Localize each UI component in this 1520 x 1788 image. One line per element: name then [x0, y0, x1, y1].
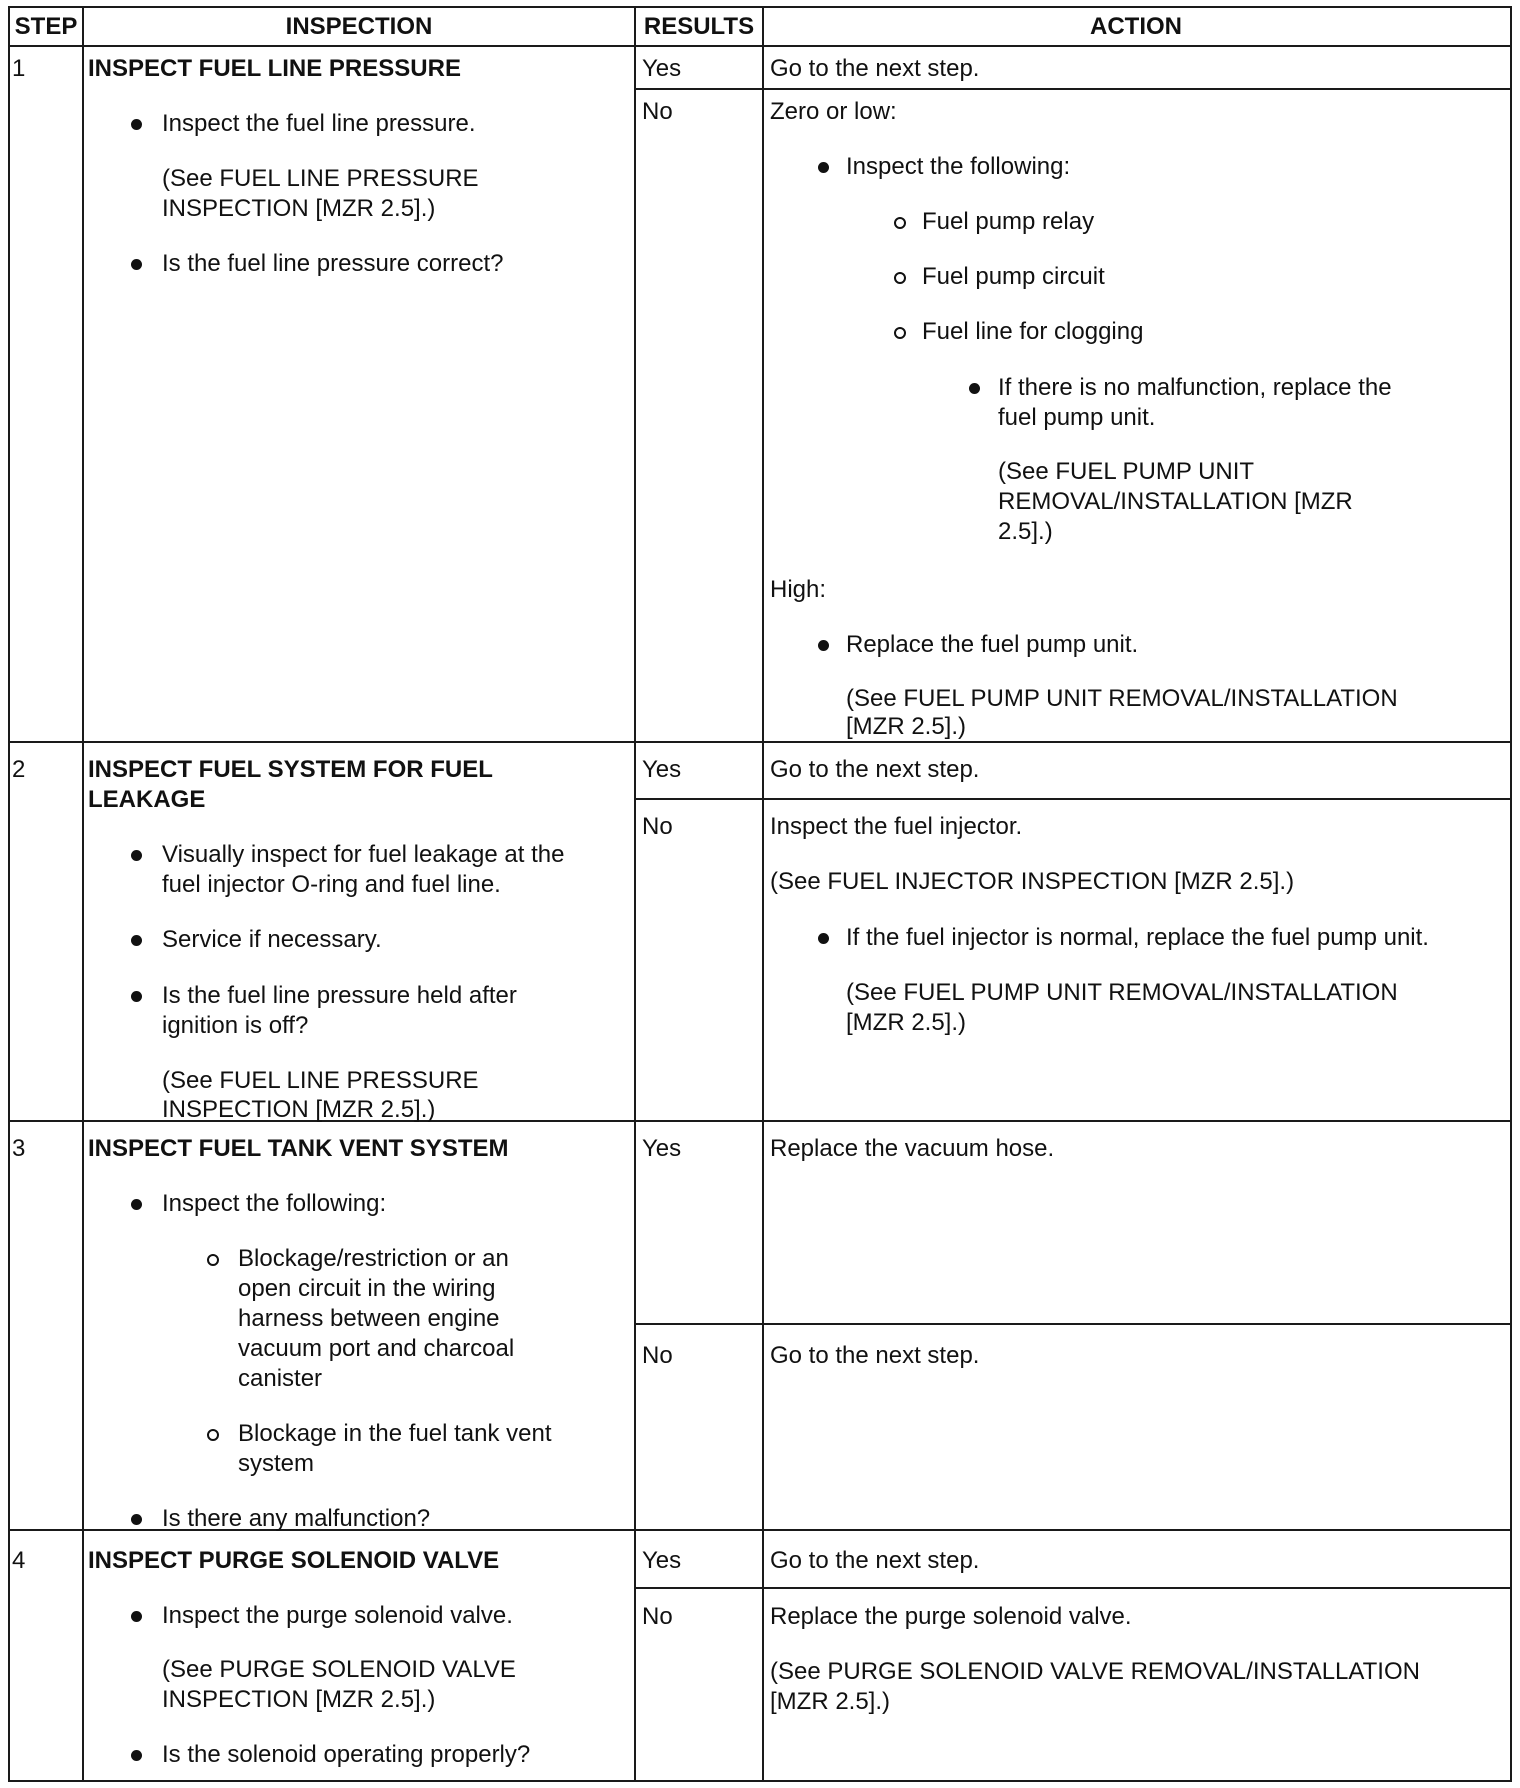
action-text: Go to the next step. [770, 55, 980, 82]
inspection-reference: (See FUEL LINE PRESSURE [162, 165, 479, 192]
bullet-icon [131, 850, 142, 861]
step-title: INSPECT PURGE SOLENOID VALVE [88, 1547, 500, 1574]
inspection-reference: INSPECTION [MZR 2.5].) [162, 195, 436, 222]
circle-bullet-icon [894, 217, 906, 229]
inspection-item: Visually inspect for fuel leakage at the [162, 841, 565, 868]
step-title: INSPECT FUEL SYSTEM FOR FUEL [88, 756, 493, 783]
inspection-question: Is the fuel line pressure correct? [162, 250, 504, 277]
action-text: Fuel line for clogging [922, 318, 1144, 345]
action-text: [MZR 2.5].) [846, 1009, 967, 1036]
action-text: Go to the next step. [770, 1547, 980, 1574]
inspection-reference: INSPECTION [MZR 2.5].) [162, 1096, 436, 1123]
step-number: 4 [12, 1547, 26, 1574]
inspection-item: harness between engine [238, 1305, 500, 1332]
circle-bullet-icon [207, 1429, 219, 1441]
action-text: Go to the next step. [770, 1342, 980, 1369]
inspection-reference: (See FUEL LINE PRESSURE [162, 1067, 479, 1094]
inspection-item: Inspect the purge solenoid valve. [162, 1602, 513, 1629]
action-text: Fuel pump circuit [922, 263, 1105, 290]
inspection-item: vacuum port and charcoal [238, 1335, 515, 1362]
result-yes: Yes [642, 1547, 682, 1574]
action-text: Zero or low: [770, 98, 897, 125]
row-divider [8, 45, 1510, 47]
inspection-reference: INSPECTION [MZR 2.5].) [162, 1686, 436, 1713]
column-divider [762, 6, 764, 1780]
action-text: REMOVAL/INSTALLATION [MZR [998, 488, 1353, 515]
action-text: Replace the vacuum hose. [770, 1135, 1055, 1162]
action-text: Replace the purge solenoid valve. [770, 1603, 1132, 1630]
bullet-icon [818, 933, 829, 944]
bullet-icon [131, 1514, 142, 1525]
action-text: 2.5].) [998, 518, 1053, 545]
action-text: Fuel pump relay [922, 208, 1095, 235]
step-title: LEAKAGE [88, 786, 206, 813]
action-text: Inspect the fuel injector. [770, 813, 1023, 840]
header-action: ACTION [1090, 13, 1182, 40]
action-text: (See FUEL PUMP UNIT REMOVAL/INSTALLATION [846, 979, 1398, 1006]
inspection-question: ignition is off? [162, 1012, 309, 1039]
result-yes: Yes [642, 1135, 682, 1162]
step-number: 1 [12, 55, 26, 82]
bullet-icon [818, 162, 829, 173]
bullet-icon [969, 383, 980, 394]
action-text: (See FUEL PUMP UNIT REMOVAL/INSTALLATION [846, 685, 1398, 712]
action-text: (See FUEL INJECTOR INSPECTION [MZR 2.5].) [770, 868, 1295, 895]
inspection-question: Is there any malfunction? [162, 1505, 431, 1532]
inspection-item: Service if necessary. [162, 926, 382, 953]
result-yes: Yes [642, 756, 682, 783]
bullet-icon [131, 1611, 142, 1622]
column-divider [634, 6, 636, 1780]
circle-bullet-icon [207, 1254, 219, 1266]
inspection-question: Is the solenoid operating properly? [162, 1741, 531, 1768]
step-number: 3 [12, 1135, 26, 1162]
circle-bullet-icon [894, 272, 906, 284]
bullet-icon [818, 640, 829, 651]
action-text: fuel pump unit. [998, 404, 1156, 431]
action-text: (See PURGE SOLENOID VALVE REMOVAL/INSTALLATION [770, 1658, 1420, 1685]
step-number: 2 [12, 756, 26, 783]
result-divider [634, 88, 1510, 90]
action-text: High: [770, 576, 827, 603]
action-text: Go to the next step. [770, 756, 980, 783]
action-text: Replace the fuel pump unit. [846, 631, 1139, 658]
bullet-icon [131, 991, 142, 1002]
action-text: [MZR 2.5].) [770, 1688, 891, 1715]
result-no: No [642, 1603, 673, 1630]
result-no: No [642, 813, 673, 840]
inspection-item: canister [238, 1365, 323, 1392]
result-divider [634, 1323, 1510, 1325]
header-inspection: INSPECTION [285, 13, 433, 40]
column-divider [82, 6, 84, 1780]
action-text: Inspect the following: [846, 153, 1071, 180]
step-title: INSPECT FUEL TANK VENT SYSTEM [88, 1135, 509, 1162]
result-divider [634, 1587, 1510, 1589]
circle-bullet-icon [894, 327, 906, 339]
inspection-question: Is the fuel line pressure held after [162, 982, 517, 1009]
inspection-item: fuel injector O-ring and fuel line. [162, 871, 501, 898]
inspection-item: Inspect the fuel line pressure. [162, 110, 476, 137]
action-text: [MZR 2.5].) [846, 713, 967, 740]
header-results: RESULTS [643, 13, 755, 40]
action-text: (See FUEL PUMP UNIT [998, 458, 1255, 485]
result-yes: Yes [642, 55, 682, 82]
bullet-icon [131, 119, 142, 130]
result-no: No [642, 1342, 673, 1369]
bullet-icon [131, 259, 142, 270]
inspection-item: Blockage/restriction or an [238, 1245, 509, 1272]
result-no: No [642, 98, 673, 125]
action-text: If there is no malfunction, replace the [998, 374, 1392, 401]
row-divider [8, 741, 1510, 743]
result-divider [634, 798, 1510, 800]
inspection-item: Blockage in the fuel tank vent [238, 1420, 552, 1447]
bullet-icon [131, 935, 142, 946]
step-title: INSPECT FUEL LINE PRESSURE [88, 55, 461, 82]
inspection-item: system [238, 1450, 315, 1477]
bullet-icon [131, 1199, 142, 1210]
bullet-icon [131, 1750, 142, 1761]
inspection-reference: (See PURGE SOLENOID VALVE [162, 1656, 516, 1683]
inspection-item: open circuit in the wiring [238, 1275, 496, 1302]
header-step: STEP [14, 13, 78, 40]
inspection-item: Inspect the following: [162, 1190, 387, 1217]
diagnostic-table [8, 6, 1512, 1782]
action-text: If the fuel injector is normal, replace the fuel pump unit. [846, 924, 1429, 951]
